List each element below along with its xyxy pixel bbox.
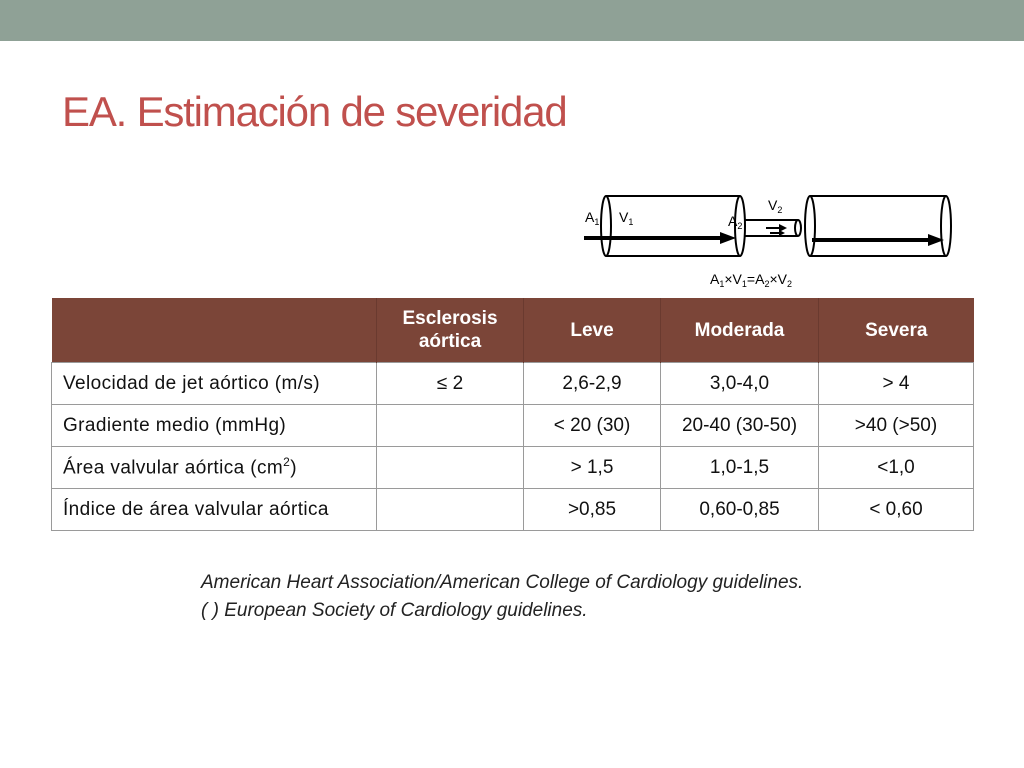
label-v2: $V_2$ — [768, 197, 783, 215]
cell-severa: > 4 — [819, 363, 974, 405]
cell-moderada: 0,60-0,85 — [661, 489, 819, 531]
header-moderada: Moderada — [661, 298, 819, 363]
cell-severa: <1,0 — [819, 447, 974, 489]
cell-severa: >40 (>50) — [819, 405, 974, 447]
table-header-row — [52, 298, 974, 363]
cell-moderada: 3,0-4,0 — [661, 363, 819, 405]
flow-arrow-left-icon — [584, 232, 736, 244]
row-label: Área valvular aórtica $(cm^2)$ — [52, 447, 377, 489]
severity-table — [51, 298, 974, 531]
label-a1: $A_1$ — [585, 209, 600, 227]
header-severa: Severa — [819, 298, 974, 363]
flow-arrow-right-icon — [812, 234, 944, 246]
cell-moderada: 1,0-1,5 — [661, 447, 819, 489]
cell-severa: < 0,60 — [819, 489, 974, 531]
footnote-esc: ( ) European Society of Cardiology guidelines. — [201, 600, 588, 621]
label-v1: $V_1$ — [619, 209, 634, 227]
cell-esclerosis — [377, 489, 524, 531]
cell-esclerosis — [377, 405, 524, 447]
continuity-equation-diagram — [580, 188, 960, 292]
table-row — [52, 363, 974, 405]
table-row — [52, 489, 974, 531]
row-label: Gradiente medio (mmHg) — [52, 405, 377, 447]
cell-esclerosis — [377, 447, 524, 489]
flow-arrow-orifice-icon — [766, 224, 787, 236]
table-row — [52, 447, 974, 489]
row-label: Índice de área valvular aórtica — [52, 489, 377, 531]
right-tube — [805, 196, 951, 256]
header-esclerosis: Esclerosis aórtica — [377, 298, 524, 363]
top-accent-bar — [0, 0, 1024, 41]
label-a2: $A_2$ — [728, 213, 743, 231]
left-tube — [601, 196, 745, 256]
cell-leve: 2,6-2,9 — [524, 363, 661, 405]
cell-esclerosis: ≤ 2 — [377, 363, 524, 405]
row-label: Velocidad de jet aórtico (m/s) — [52, 363, 377, 405]
header-parameter — [52, 298, 377, 363]
continuity-formula: $A_1\times V_1=A_2\times V_2$ — [710, 271, 792, 289]
table-row — [52, 405, 974, 447]
cell-leve: >0,85 — [524, 489, 661, 531]
cell-leve: < 20 (30) — [524, 405, 661, 447]
cell-leve: > 1,5 — [524, 447, 661, 489]
footnotes — [201, 569, 803, 625]
header-leve: Leve — [524, 298, 661, 363]
cell-moderada: 20-40 (30-50) — [661, 405, 819, 447]
slide-title: EA. Estimación de severidad — [62, 88, 567, 135]
footnote-aha-acc: American Heart Association/American College of Cardiology guidelines. — [201, 572, 804, 593]
